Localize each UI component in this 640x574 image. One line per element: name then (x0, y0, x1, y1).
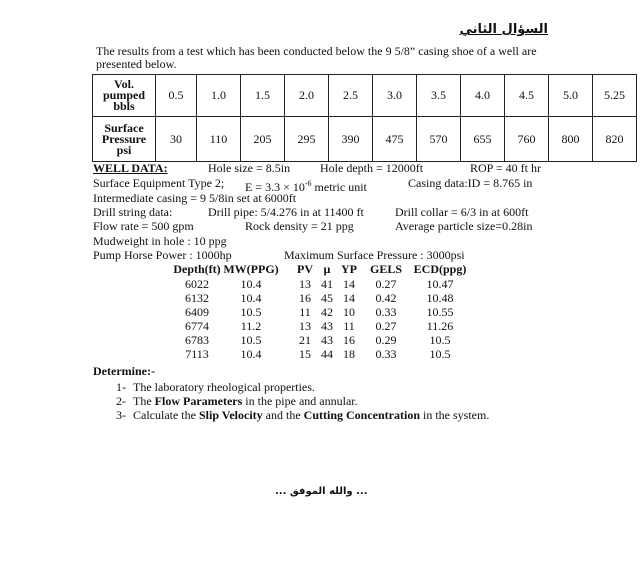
depth-table (0, 263, 640, 363)
depth-table-cell: 14 (343, 291, 355, 305)
depth-table-cell: 18 (343, 347, 355, 361)
depth-table-header-cell: YP (341, 262, 357, 276)
depth-table-cell: 41 (321, 277, 333, 291)
depth-table-header (0, 263, 640, 276)
volume-cell: 1.0 (197, 75, 241, 117)
depth-table-row (0, 292, 640, 305)
volume-cell: 5.25 (593, 75, 637, 117)
depth-table-cell: 16 (299, 291, 311, 305)
pressure-cell: 760 (505, 117, 549, 162)
depth-table-header-cell: PV (297, 262, 313, 276)
depth-table-cell: 10.47 (426, 277, 454, 291)
hole-depth: Hole depth = 12000ft (320, 161, 424, 175)
closing-note: ... والله الموفق ... (275, 486, 368, 497)
pressure-cell: 390 (329, 117, 373, 162)
drill-collar: Drill collar = 6/3 in at 600ft (395, 205, 529, 219)
depth-table-row (0, 334, 640, 347)
depth-table-header-cell: MW(PPG) (223, 262, 279, 276)
pressure-cell: 110 (197, 117, 241, 162)
pressure-cell: 800 (549, 117, 593, 162)
drill-pipe: Drill pipe: 5/4.276 in at 11400 ft (208, 205, 364, 219)
e-value-prefix: E = 3.3 × 10 (245, 180, 305, 194)
e-value-unit: metric unit (311, 180, 367, 194)
surface-equipment: Surface Equipment Type 2; (93, 176, 225, 190)
determine-item-text: in the system. (420, 408, 490, 422)
pressure-cell: 820 (593, 117, 637, 162)
depth-table-cell: 10.5 (429, 347, 451, 361)
depth-table-cell: 7113 (185, 347, 209, 361)
depth-table-cell: 6783 (185, 333, 209, 347)
pressure-cell: 30 (156, 117, 197, 162)
depth-table-cell: 21 (299, 333, 311, 347)
intermediate-casing: Intermediate casing = 9 5/8in set at 6000ft (93, 191, 297, 205)
depth-table-row (0, 278, 640, 291)
e-value-exponent: -6 (304, 179, 312, 188)
determine-list (116, 380, 489, 422)
results-row-volume (93, 75, 637, 117)
depth-table-cell: 45 (321, 291, 333, 305)
volume-cell: 1.5 (241, 75, 285, 117)
depth-table-cell: 0.27 (375, 319, 397, 333)
depth-table-cell: 10.4 (240, 291, 262, 305)
determine-heading: Determine:- (93, 364, 155, 378)
depth-table-cell: 6022 (185, 277, 209, 291)
determine-item-text: The laboratory rheological properties. (133, 380, 315, 394)
determine-item (116, 380, 489, 394)
depth-table-header-cell: ECD(ppg) (413, 262, 467, 276)
depth-table-cell: 10.5 (429, 333, 451, 347)
drill-string-label: Drill string data: (93, 205, 173, 219)
mudweight: Mudweight in hole : 10 ppg (93, 234, 227, 248)
volume-cell: 4.5 (505, 75, 549, 117)
depth-table-cell: 0.33 (375, 305, 397, 319)
depth-table-header-cell: µ (323, 262, 331, 276)
determine-item-text: in the pipe and annular. (242, 394, 358, 408)
volume-cell: 0.5 (156, 75, 197, 117)
volume-cell: 3.0 (373, 75, 417, 117)
pump-horse-power: Pump Horse Power : 1000hp (93, 248, 232, 262)
depth-table-cell: 16 (343, 333, 355, 347)
depth-table-cell: 10.4 (240, 277, 262, 291)
depth-table-row (0, 306, 640, 319)
depth-table-cell: 43 (321, 333, 333, 347)
results-row-pressure (93, 117, 637, 162)
depth-table-cell: 0.27 (375, 277, 397, 291)
hole-size: Hole size = 8.5in (208, 161, 291, 175)
determine-item-number: 3- (116, 408, 129, 422)
depth-table-header-cell: Depth(ft) (173, 262, 221, 276)
depth-table-cell: 6409 (185, 305, 209, 319)
pressure-cell: 205 (241, 117, 285, 162)
intro-paragraph: The results from a test which has been conducted below the 9 5/8” casing shoe of a well are presented below. (96, 44, 537, 71)
depth-table-cell: 10.55 (426, 305, 454, 319)
pressure-cell: 570 (417, 117, 461, 162)
depth-table-cell: 11 (299, 305, 311, 319)
depth-table-cell: 10 (343, 305, 355, 319)
depth-table-cell: 10.5 (240, 333, 262, 347)
pressure-cell: 295 (285, 117, 329, 162)
depth-table-cell: 11.26 (426, 319, 454, 333)
volume-cell: 4.0 (461, 75, 505, 117)
determine-item (116, 408, 489, 422)
depth-table-cell: 0.33 (375, 347, 397, 361)
depth-table-cell: 10.5 (240, 305, 262, 319)
volume-cell: 3.5 (417, 75, 461, 117)
arabic-question-title: السؤال الثاني (459, 22, 548, 37)
determine-item-number: 2- (116, 394, 129, 408)
volume-cell: 2.5 (329, 75, 373, 117)
depth-table-cell: 10.4 (240, 347, 262, 361)
casing-data: Casing data:ID = 8.765 in (408, 176, 533, 190)
max-surface-pressure: Maximum Surface Pressure : 3000psi (284, 248, 465, 262)
determine-item-text: Cutting Concentration (303, 408, 421, 422)
volume-cell: 5.0 (549, 75, 593, 117)
well-data-heading: WELL DATA: (93, 161, 168, 175)
flow-rate: Flow rate = 500 gpm (93, 219, 194, 233)
depth-table-cell: 11.2 (240, 319, 262, 333)
determine-item-text: Slip Velocity (198, 408, 263, 422)
depth-table-row (0, 320, 640, 333)
depth-table-cell: 14 (343, 277, 355, 291)
depth-table-cell: 0.29 (375, 333, 397, 347)
particle-size: Average particle size=0.28in (395, 219, 533, 233)
determine-item-text: Calculate the (133, 408, 199, 422)
determine-item-text: and the (262, 408, 304, 422)
determine-item (116, 394, 489, 408)
depth-table-cell: 42 (321, 305, 333, 319)
pressure-cell: 475 (373, 117, 417, 162)
volume-cell: 2.0 (285, 75, 329, 117)
depth-table-cell: 43 (321, 319, 333, 333)
depth-table-cell: 15 (299, 347, 311, 361)
depth-table-cell: 0.42 (375, 291, 397, 305)
rock-density: Rock density = 21 ppg (245, 219, 354, 233)
results-row-label: Vol. pumped bbls (93, 75, 156, 117)
depth-table-header-cell: GELS (369, 262, 402, 276)
results-row-label: Surface Pressure psi (93, 117, 156, 162)
depth-table-cell: 13 (299, 277, 311, 291)
depth-table-cell: 11 (343, 319, 355, 333)
depth-table-row (0, 348, 640, 361)
depth-table-cell: 6132 (185, 291, 209, 305)
depth-table-cell: 44 (321, 347, 333, 361)
depth-table-cell: 13 (299, 319, 311, 333)
determine-item-text: Flow Parameters (154, 394, 243, 408)
depth-table-cell: 6774 (185, 319, 209, 333)
pressure-cell: 655 (461, 117, 505, 162)
results-table (92, 74, 637, 162)
determine-item-text: The (133, 394, 155, 408)
rop: ROP = 40 ft hr (470, 161, 541, 175)
determine-item-number: 1- (116, 380, 129, 394)
depth-table-cell: 10.48 (426, 291, 454, 305)
